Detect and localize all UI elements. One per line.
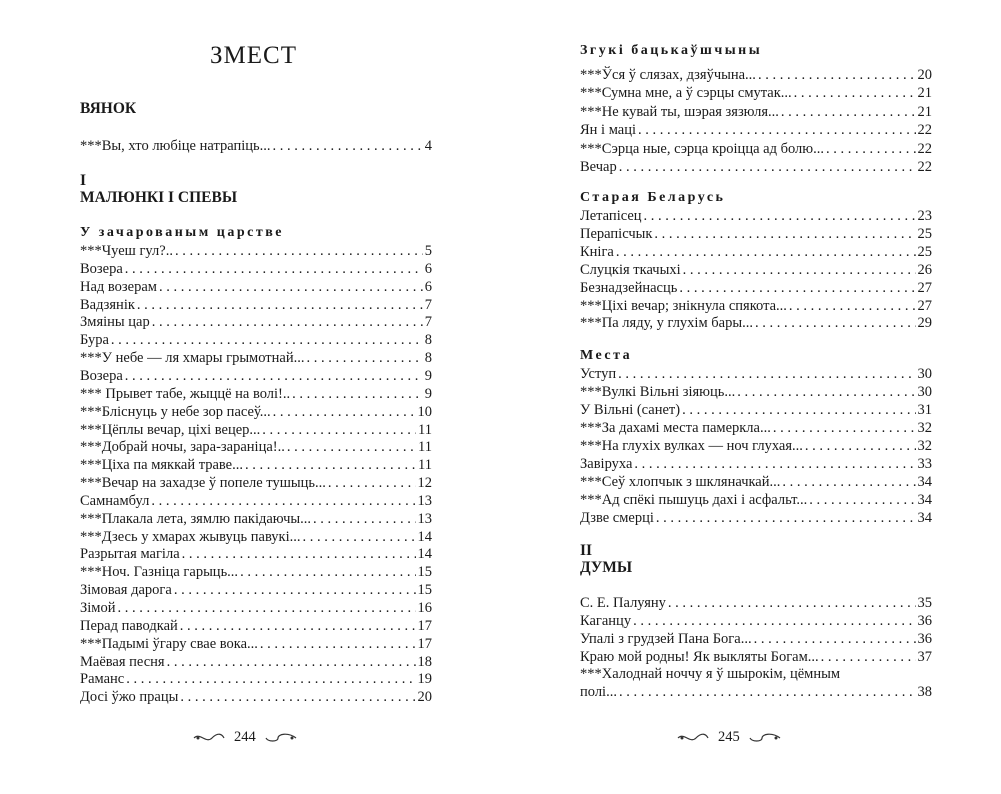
entry-title: ***Добрай ночы, зара-зараніца!.. — [80, 439, 285, 456]
toc-entry[interactable] — [580, 158, 932, 176]
entry-title: Перапісчык — [580, 225, 653, 242]
leader-dots — [260, 635, 416, 653]
leader-dots — [125, 367, 423, 385]
toc-entry[interactable] — [580, 509, 932, 527]
entry-page: 20 — [417, 689, 432, 706]
ornament-icon — [676, 732, 710, 744]
entry-title: Летапісец — [580, 208, 642, 224]
entry-page: 6 — [424, 278, 432, 295]
toc-entry[interactable] — [580, 140, 932, 158]
entry-title: ***Ад спёкі пышуць дахі і асфальт... — [580, 492, 808, 508]
toc-title: ЗМЕСТ — [210, 42, 297, 69]
entry-title: У Вільні (санет) — [580, 402, 681, 418]
entry-title: ***Падымі ўгару свае вока... — [80, 635, 258, 652]
toc-entry[interactable] — [80, 617, 432, 635]
leader-dots — [781, 103, 916, 121]
leader-dots — [668, 594, 916, 612]
entry-page: 37 — [917, 649, 932, 665]
toc-entry[interactable] — [580, 84, 932, 102]
leader-dots — [682, 401, 915, 419]
entry-page: 36 — [917, 631, 932, 647]
toc-entry[interactable] — [80, 456, 432, 474]
leader-dots — [755, 314, 916, 332]
leader-dots — [679, 279, 915, 297]
toc-entry[interactable] — [80, 474, 432, 492]
toc-entry[interactable] — [80, 528, 432, 546]
entry-page: 9 — [424, 367, 432, 384]
entry-title: ***Ўся ў слязах, дзяўчына... — [580, 67, 756, 83]
toc-entry[interactable] — [80, 260, 432, 278]
ornament-icon — [192, 732, 226, 744]
entry-page: 22 — [917, 122, 932, 139]
toc-entry[interactable] — [580, 473, 932, 491]
entry-page: 17 — [417, 617, 432, 634]
toc-entry[interactable] — [80, 438, 432, 456]
leader-dots — [180, 617, 416, 635]
leader-dots — [167, 653, 416, 671]
entry-page: 11 — [418, 457, 432, 474]
toc-entry[interactable] — [80, 278, 432, 296]
entry-page: 29 — [917, 315, 932, 332]
entry-page: 30 — [917, 366, 932, 382]
toc-entry[interactable] — [580, 594, 932, 612]
entry-title: ***Па ляду, у глухім бары... — [580, 315, 753, 332]
entry-page: 35 — [917, 595, 932, 611]
entry-page: 9 — [424, 385, 432, 402]
entry-page: 14 — [417, 528, 432, 545]
entry-page: 7 — [424, 296, 432, 313]
toc-entry[interactable] — [580, 665, 932, 701]
leader-dots — [737, 383, 915, 401]
leader-dots — [656, 509, 916, 527]
toc-entry[interactable] — [80, 688, 432, 706]
part-title: ДУМЫ — [580, 559, 633, 576]
leader-dots — [159, 278, 423, 296]
entry-page: 27 — [917, 279, 932, 296]
leader-dots — [117, 599, 415, 617]
entry-page: 22 — [917, 140, 932, 157]
entry-page: 19 — [417, 671, 432, 688]
toc-entry[interactable] — [80, 635, 432, 653]
entry-title: Уступ — [580, 366, 617, 382]
leader-dots — [262, 421, 416, 439]
entry-title: Завіруха — [580, 456, 633, 472]
entry-title: С. Е. Палуяну — [580, 595, 666, 611]
entry-title: Самнамбул — [80, 492, 150, 509]
toc-entry[interactable] — [80, 313, 432, 331]
entry-title: Змяіны цар — [80, 314, 150, 331]
entry-title: ***Бліснуць у небе зор пасеў... — [80, 403, 271, 420]
leader-dots — [616, 243, 916, 261]
part-number: I — [80, 172, 87, 189]
toc-entry[interactable] — [580, 66, 932, 84]
entry-title: Кніга — [580, 243, 614, 260]
entry-title: Возера — [80, 367, 123, 384]
toc-entry[interactable] — [80, 510, 432, 528]
entry-title: ***Ціха па мяккай траве... — [80, 457, 243, 474]
toc-entry[interactable] — [580, 103, 932, 121]
section-heading-vyanok: ВЯНОК — [80, 100, 137, 117]
entry-page: 11 — [418, 421, 432, 438]
entry-page: 21 — [917, 85, 932, 102]
entry-title: ***Не кувай ты, шэрая зязюля... — [580, 103, 779, 120]
toc-entry[interactable] — [80, 563, 432, 581]
entry-title: Зімой — [80, 600, 116, 616]
toc-entry[interactable] — [580, 261, 932, 279]
entry-title: Зімовая дарога — [80, 582, 172, 599]
entry-page: 23 — [917, 208, 932, 224]
entry-page: 13 — [417, 492, 432, 509]
entry-title: ***За дахамі места памеркла... — [580, 420, 771, 436]
leader-dots — [240, 563, 415, 581]
entry-title: *** Прывет табе, жыццё на волі!.. — [80, 385, 291, 402]
entry-page: 34 — [917, 510, 932, 526]
leader-dots — [287, 438, 416, 456]
part-title: МАЛЮНКІ І СПЕВЫ — [80, 189, 238, 206]
leader-dots — [633, 612, 915, 630]
ornament-icon — [748, 732, 782, 744]
leader-dots — [292, 385, 423, 403]
entry-title: Каганцу — [580, 613, 632, 629]
entry-title: Упалі з грудзей Пана Бога... — [580, 631, 752, 647]
entry-title: ***Ноч. Газніца гарыць... — [80, 564, 239, 581]
leader-dots — [126, 670, 415, 688]
leader-dots — [272, 137, 422, 155]
leader-dots — [826, 140, 916, 158]
toc-entry[interactable] — [80, 421, 432, 439]
entry-title: Раманс — [80, 671, 125, 688]
entry-title: Досі ўжо працы — [80, 689, 179, 706]
entry-title: Дзве смерці — [580, 510, 654, 526]
leader-dots — [273, 403, 416, 421]
entry-page: 25 — [917, 225, 932, 242]
leader-dots — [634, 455, 915, 473]
entry-title: Вечар — [580, 159, 617, 175]
toc-entry[interactable] — [580, 648, 932, 666]
entry-page: 14 — [417, 546, 432, 563]
leader-dots — [125, 260, 423, 278]
entry-page: 36 — [917, 613, 932, 629]
entry-title: Над возерам — [80, 278, 157, 295]
toc-entry[interactable] — [580, 279, 932, 297]
leader-dots — [303, 528, 416, 546]
entry-title: ***Чуеш гул?.. — [80, 243, 173, 259]
leader-dots — [782, 473, 915, 491]
toc-entry[interactable] — [80, 599, 432, 617]
leader-dots — [328, 474, 416, 492]
leader-dots — [638, 121, 915, 139]
leader-dots — [789, 297, 916, 315]
entry-page: 22 — [917, 159, 932, 175]
toc-entry[interactable] — [80, 349, 432, 367]
leader-dots — [152, 313, 423, 331]
toc-entry[interactable] — [580, 612, 932, 630]
ornament-icon — [264, 732, 298, 744]
entry-page: 34 — [917, 492, 932, 508]
toc-entry[interactable] — [580, 491, 932, 509]
subsection-heading: У зачарованым царстве — [80, 225, 284, 240]
toc-entry[interactable] — [80, 331, 432, 349]
leader-dots — [151, 492, 415, 510]
toc-entry[interactable] — [580, 437, 932, 455]
leader-dots — [174, 581, 416, 599]
leader-dots — [619, 158, 916, 176]
leader-dots — [773, 419, 916, 437]
entry-title: ***Сеў хлопчык з шкляначкай... — [580, 474, 781, 490]
leader-dots — [618, 365, 915, 383]
entry-title: ***Цёплы вечар, ціхі вецер... — [80, 421, 261, 438]
leader-dots — [137, 296, 423, 314]
toc-entry[interactable] — [580, 419, 932, 437]
leader-dots — [805, 437, 916, 455]
entry-title: Ян і маці — [580, 122, 637, 139]
leader-dots — [821, 648, 916, 666]
section-heading: Старая Беларусь — [580, 190, 726, 205]
toc-entry[interactable] — [580, 225, 932, 243]
entry-page: 34 — [917, 474, 932, 490]
entry-title: ***Дзесь у хмарах жывуць павукі... — [80, 528, 301, 545]
entry-page: 30 — [917, 384, 932, 400]
entry-page: 7 — [424, 314, 432, 331]
page-number: 245 — [718, 729, 740, 745]
entry-page: 32 — [917, 438, 932, 454]
entry-page: 8 — [424, 350, 432, 367]
toc-entry[interactable] — [80, 492, 432, 510]
toc-entry[interactable] — [580, 630, 932, 648]
entry-title: ***Халоднай ноччу я ў шырокім, цёмным — [580, 666, 841, 682]
entry-title: Краю мой родны! Як выкляты Богам... — [580, 649, 819, 665]
toc-entry[interactable] — [580, 383, 932, 401]
entry-page: 15 — [417, 582, 432, 599]
toc-entry[interactable] — [580, 365, 932, 383]
entry-page: 13 — [417, 510, 432, 527]
leader-dots — [313, 510, 416, 528]
entry-page: 38 — [917, 684, 932, 700]
entry-page: 12 — [417, 475, 432, 492]
entry-title: Перад паводкай — [80, 617, 178, 634]
toc-entry[interactable] — [80, 653, 432, 671]
toc-entry[interactable] — [80, 385, 432, 403]
toc-entry[interactable] — [580, 207, 932, 225]
entry-page: 15 — [417, 564, 432, 581]
entry-title: ***У небе — ля хмары грымотнай... — [80, 350, 305, 367]
toc-entry[interactable] — [80, 545, 432, 563]
entry-title: ***Вечар на захадзе ў попеле тушыць... — [80, 475, 326, 492]
leader-dots — [644, 207, 916, 225]
toc-entry[interactable] — [80, 581, 432, 599]
page-footer — [676, 729, 782, 746]
entry-title: Вадзянік — [80, 296, 135, 313]
entry-page: 20 — [917, 67, 932, 83]
entry-page: 11 — [418, 439, 432, 456]
entry-title: Разрытая магіла — [80, 546, 180, 563]
entry-page: 8 — [424, 332, 432, 349]
toc-entry[interactable] — [80, 296, 432, 314]
toc-entry[interactable] — [580, 297, 932, 315]
part-number: II — [580, 542, 593, 559]
entry-page: 6 — [424, 260, 432, 277]
leader-dots — [683, 261, 916, 279]
leader-dots — [111, 331, 423, 349]
leader-dots — [794, 84, 916, 102]
entry-page: 33 — [917, 456, 932, 472]
entry-page: 32 — [917, 420, 932, 436]
entry-title: Возера — [80, 260, 123, 277]
toc-entry[interactable] — [80, 367, 432, 385]
entry-title: ***Плакала лета, зямлю пакідаючы... — [80, 510, 311, 527]
toc-entry[interactable] — [80, 670, 432, 688]
page-footer — [192, 729, 298, 746]
entry-page: 27 — [917, 297, 932, 314]
leader-dots — [619, 683, 916, 701]
entry-page: 21 — [917, 103, 932, 120]
entry-title: Безнадзейнасць — [580, 279, 678, 296]
entry-title: Слуцкія ткачыхі — [580, 261, 681, 278]
entry-page: 26 — [917, 261, 932, 278]
entry-page: 17 — [417, 635, 432, 652]
leader-dots — [754, 630, 916, 648]
toc-entry[interactable] — [580, 401, 932, 419]
toc-entry[interactable] — [80, 137, 432, 155]
entry-page: 25 — [917, 243, 932, 260]
page-number: 244 — [234, 729, 256, 745]
leader-dots — [180, 688, 415, 706]
entry-title-cont: полі... — [580, 684, 617, 700]
entry-title: ***Вы, хто любіце натрапіць... — [80, 138, 271, 154]
entry-page: 4 — [424, 138, 432, 154]
entry-page: 18 — [417, 653, 432, 670]
leader-dots — [245, 456, 416, 474]
toc-entry[interactable] — [580, 455, 932, 473]
entry-page: 5 — [424, 243, 432, 259]
entry-title: Маёвая песня — [80, 653, 165, 670]
leader-dots — [175, 242, 423, 260]
entry-title: ***Сумна мне, а ў сэрцы смутак... — [580, 85, 792, 102]
toc-entry[interactable] — [80, 242, 432, 260]
leader-dots — [654, 225, 915, 243]
section-heading: Згукі бацькаўшчыны — [580, 43, 763, 58]
section-heading: Места — [580, 348, 633, 363]
entry-title: ***На глухіх вулках — ноч глухая... — [580, 438, 803, 454]
entry-title: ***Ціхі вечар; знікнула спякота... — [580, 297, 787, 314]
toc-entry[interactable] — [80, 403, 432, 421]
leader-dots — [809, 491, 915, 509]
leader-dots — [306, 349, 422, 367]
toc-entry[interactable] — [580, 243, 932, 261]
entry-page: 16 — [417, 600, 432, 616]
leader-dots — [758, 66, 916, 84]
leader-dots — [182, 545, 416, 563]
toc-entry[interactable] — [580, 314, 932, 332]
entry-page: 10 — [417, 403, 432, 420]
entry-title: Бура — [80, 332, 109, 349]
entry-title: ***Сэрца ные, сэрца кроіцца ад болю... — [580, 140, 824, 157]
entry-title: ***Вулкі Вільні зіяюць... — [580, 384, 736, 400]
entry-page: 31 — [917, 402, 932, 418]
toc-entry[interactable] — [580, 121, 932, 139]
